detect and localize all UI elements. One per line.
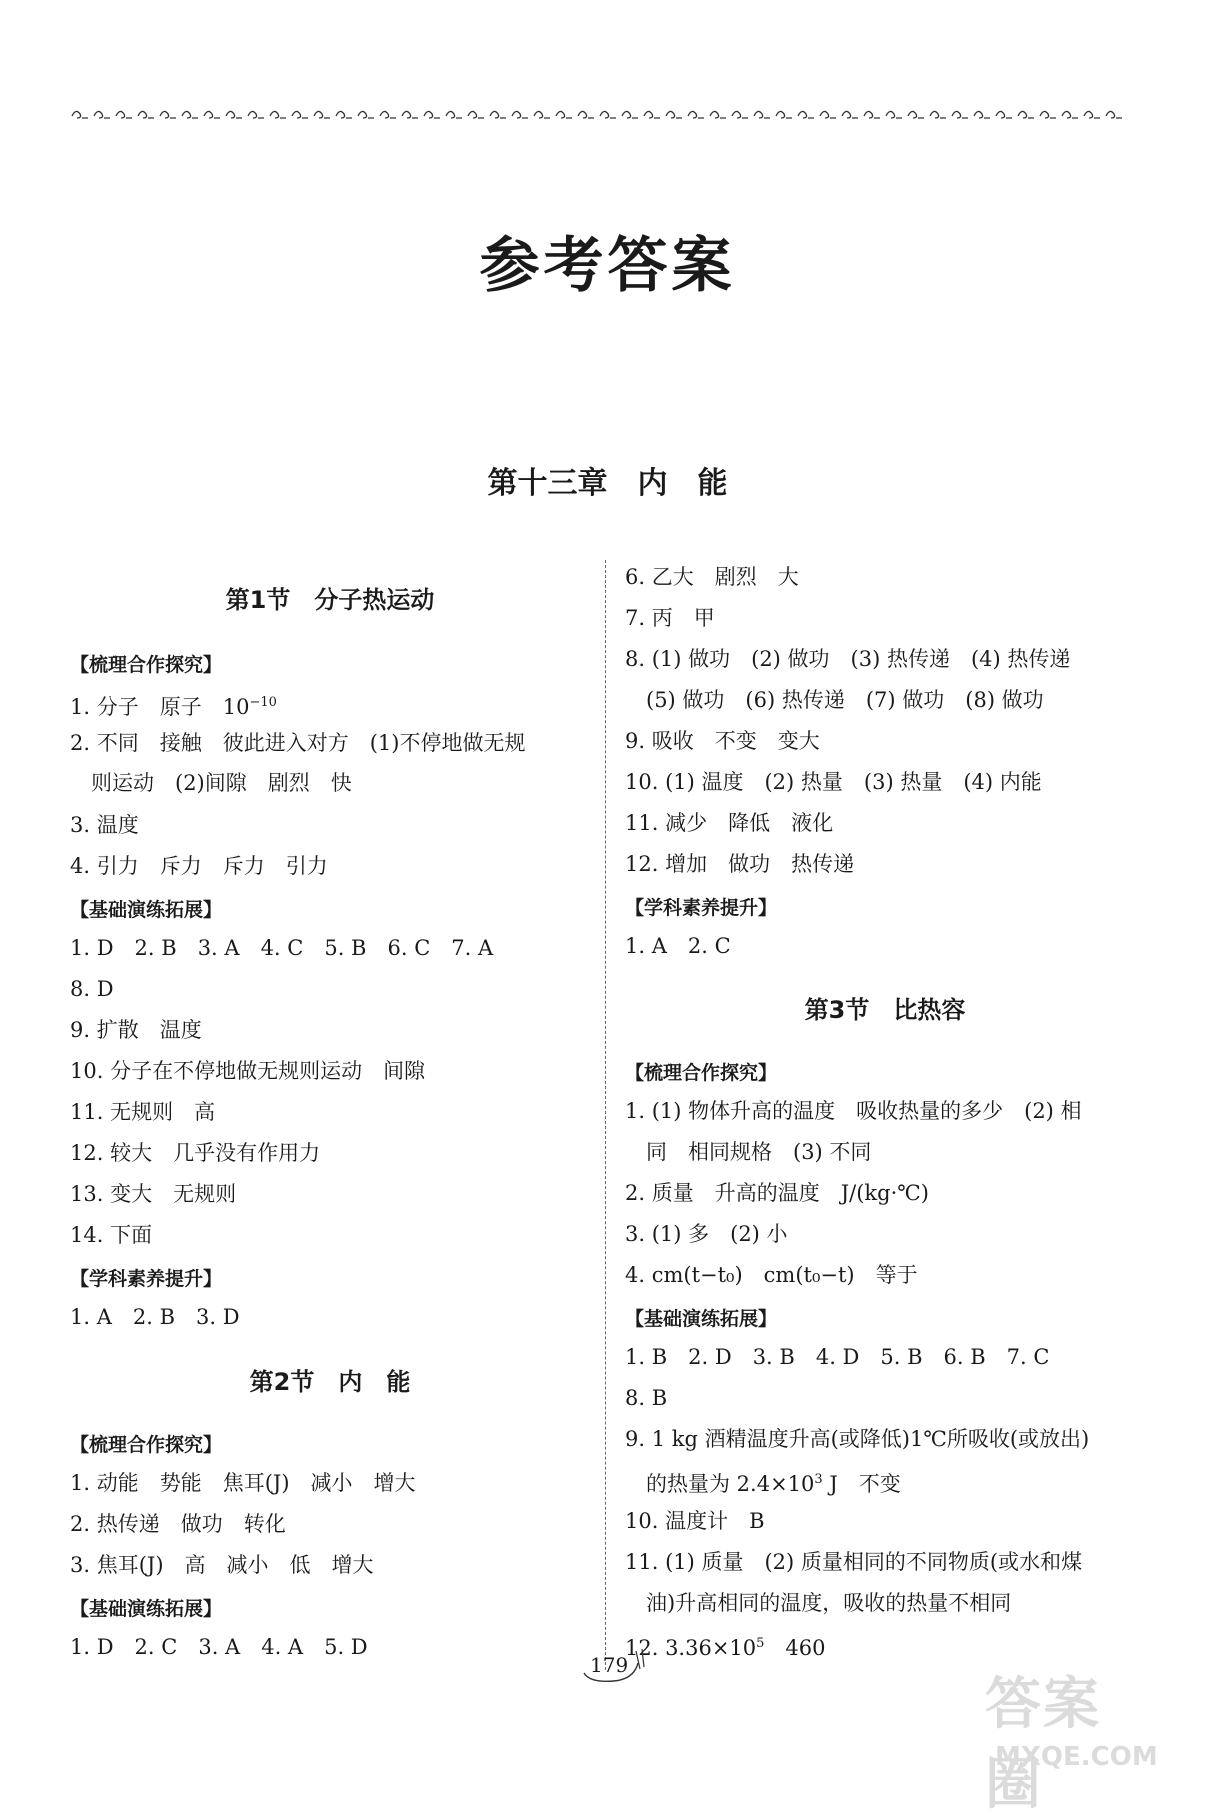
answer-line: 10. 温度计 B [625, 1509, 765, 1533]
answer-line: 2. 热传递 做功 转化 [70, 1512, 286, 1536]
answer-line: 4. 引力 斥力 斥力 引力 [70, 854, 328, 878]
answer-line: 1. A 2. B 3. D [70, 1305, 240, 1329]
answer-line: 1. D 2. C 3. A 4. A 5. D [70, 1635, 368, 1659]
subsection-heading: 【学科素养提升】 [625, 897, 778, 919]
answer-line: 10. (1) 温度 (2) 热量 (3) 热量 (4) 内能 [625, 770, 1042, 794]
answer-line: 1. B 2. D 3. B 4. D 5. B 6. B 7. C [625, 1345, 1050, 1369]
section-title: 第3节 比热容 [804, 996, 966, 1024]
answer-line: 的热量为 $2.4\times 10^3$ J 不变 [625, 1472, 901, 1496]
subsection-heading: 【梳理合作探究】 [625, 1062, 778, 1084]
chapter-title: 第十三章 内 能 [487, 466, 728, 501]
top-ornament [70, 104, 1130, 124]
section-title: 第2节 内 能 [249, 1368, 411, 1396]
answer-line: 12. $3.36\times 10^5$ 460 [625, 1636, 826, 1660]
answer-line: 9. 吸收 不变 变大 [625, 729, 820, 753]
answer-line: 1. (1) 物体升高的温度 吸收热量的多少 (2) 相 [625, 1099, 1082, 1123]
subsection-heading: 【学科素养提升】 [70, 1268, 223, 1290]
watermark-url: MXQE.COM [995, 1742, 1158, 1772]
answer-line: 3. (1) 多 (2) 小 [625, 1222, 788, 1246]
subsection-heading: 【梳理合作探究】 [70, 1434, 223, 1456]
watermark-logo [985, 1660, 1158, 1817]
answer-line: 8. D [70, 977, 114, 1001]
answer-line: 7. 丙 甲 [625, 606, 715, 630]
answer-line: 8. B [625, 1386, 668, 1410]
answer-line: 13. 变大 无规则 [70, 1182, 237, 1206]
answer-line: 9. 扩散 温度 [70, 1018, 202, 1042]
answer-line: 则运动 (2)间隙 剧烈 快 [70, 771, 352, 795]
subsection-heading: 【基础演练拓展】 [70, 899, 223, 921]
answer-line: 12. 较大 几乎没有作用力 [70, 1141, 321, 1165]
answer-line: 10. 分子在不停地做无规则运动 间隙 [70, 1059, 426, 1083]
answer-line: 2. 质量 升高的温度 J/(kg·℃) [625, 1181, 929, 1205]
answer-line: 3. 温度 [70, 813, 139, 837]
answer-line: 4. cm(t−t₀) cm(t₀−t) 等于 [625, 1263, 918, 1287]
column-divider [605, 560, 606, 1670]
answer-line: 2. 不同 接触 彼此进入对方 (1)不停地做无规 [70, 731, 526, 755]
answer-line: 12. 增加 做功 热传递 [625, 852, 855, 876]
answer-line: 1. A 2. C [625, 934, 731, 958]
answer-line: 1. 分子 原子 $10^{-10}$ [70, 695, 277, 719]
page-number [580, 1645, 650, 1685]
answer-line: 同 相同规格 (3) 不同 [625, 1140, 872, 1164]
subsection-heading: 【基础演练拓展】 [70, 1598, 223, 1620]
answer-line: 11. 无规则 高 [70, 1100, 216, 1124]
page-title: 参考答案 [479, 231, 736, 301]
answer-line: 11. 减少 降低 液化 [625, 811, 834, 835]
answer-line: 9. 1 kg 酒精温度升高(或降低)1℃所吸收(或放出) [625, 1427, 1090, 1451]
answer-line: 3. 焦耳(J) 高 减小 低 增大 [70, 1553, 374, 1577]
answer-line: 8. (1) 做功 (2) 做功 (3) 热传递 (4) 热传递 [625, 647, 1071, 671]
subsection-heading: 【梳理合作探究】 [70, 654, 223, 676]
answer-line: 14. 下面 [70, 1223, 153, 1247]
answer-line: 油)升高相同的温度，吸收的热量不相同 [625, 1591, 1012, 1615]
answer-line: 1. D 2. B 3. A 4. C 5. B 6. C 7. A [70, 936, 494, 960]
answer-line: 6. 乙大 剧烈 大 [625, 565, 799, 589]
answer-line: 1. 动能 势能 焦耳(J) 减小 增大 [70, 1471, 416, 1495]
page-number-text: 179 [590, 1653, 629, 1677]
subsection-heading: 【基础演练拓展】 [625, 1308, 778, 1330]
answer-line: (5) 做功 (6) 热传递 (7) 做功 (8) 做功 [625, 688, 1044, 712]
watermark-text: 答案圈 [985, 1672, 1101, 1817]
answer-line: 11. (1) 质量 (2) 质量相同的不同物质(或水和煤 [625, 1550, 1083, 1574]
section-title: 第1节 分子热运动 [225, 586, 435, 614]
